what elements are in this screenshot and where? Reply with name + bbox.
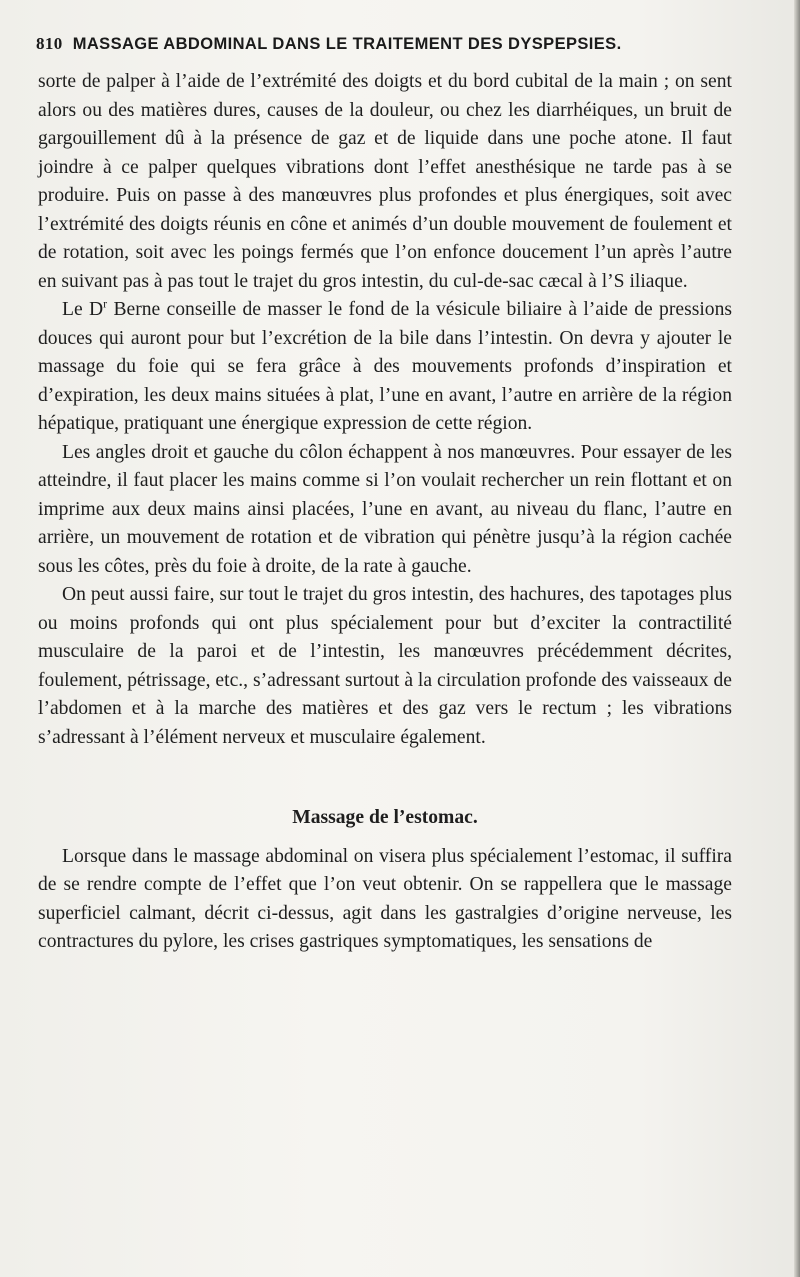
page-edge-shadow: [794, 0, 800, 1277]
paragraph-2: [38, 296, 732, 439]
paragraph-2-rest: Berne conseille de masser le fond de la vésicule biliaire à l’aide de pressions douces qui auront pour but l’excrétion de la bile dans l’intestin. On devra y ajouter le massage du foie qui se fera grâce à des mouvements profonds d’inspiration et d’expiration, les deux mains situées à plat, l’une en avant, l’autre en arrière de la région hépatique, pratiquant une énergique expression de cette région.: [38, 299, 732, 434]
paragraph-1: sorte de palper à l’aide de l’extrémité des doigts et du bord cubital de la main ; on sent alors ou des matières dures, causes de la douleur, ou chez les diarrhéiques, un bruit de gargouillement dû à la présence de gaz et de liquide dans une poche atone. Il faut joindre à ce palper quelques vibrations dont l’effet anesthésique ne tarde pas à se produire. Puis on passe à des manœuvres plus profondes et plus énergiques, soit avec l’extrémité des doigts réunis en cône et animés d’un double mouvement de foulement et de rotation, soit avec les poings fermés que l’on enfonce doucement l’un après l’autre en suivant pas à pas tout le trajet du gros intestin, du cul-de-sac cæcal à l’S iliaque.: [38, 71, 732, 292]
section-title: Massage de l’estomac.: [292, 807, 478, 828]
paragraph-5: Lorsque dans le massage abdominal on visera plus spécialement l’estomac, il suffira de se rendre compte de l’effet que l’on veut obtenir. On se rappellera que le massage superficiel calmant, décrit ci-dessus, agit dans les gastralgies d’origine nerveuse, les contractures du pylore, les crises gastriques symptomatiques, les sensations de: [38, 845, 732, 952]
body-text: [38, 68, 732, 957]
page-number: 810: [36, 34, 63, 53]
paragraph-3: Les angles droit et gauche du côlon échappent à nos manœuvres. Pour essayer de les atteindre, il faut placer les mains comme si l’on voulait rechercher un rein flottant et on imprime aux deux mains ainsi placées, l’une en avant, au niveau du flanc, l’autre en arrière, un mouvement de rotation et de vibration qui pénètre jusqu’à la région cachée sous les côtes, près du foie à droite, de la rate à gauche.: [38, 441, 732, 577]
paragraph-4: On peut aussi faire, sur tout le trajet du gros intestin, des hachures, des tapotages plus ou moins profonds qui ont plus spécialement pour but d’exciter la contractilité musculaire de la paroi et de l’intestin, les manœuvres précédemment décrites, foulement, pétrissage, etc., s’adressant surtout à la circulation profonde des vaisseaux de l’abdomen et à la marche des matières et des gaz vers le rectum ; les vibrations s’adressant à l’élément nerveux et musculaire également.: [38, 584, 732, 748]
paragraph-2-prefix: Le D: [62, 299, 104, 320]
paragraph-2-superscript: r: [103, 296, 108, 311]
running-title: MASSAGE ABDOMINAL DANS LE TRAITEMENT DES DYSPEPSIES.: [72, 35, 622, 53]
running-header: [36, 34, 736, 54]
